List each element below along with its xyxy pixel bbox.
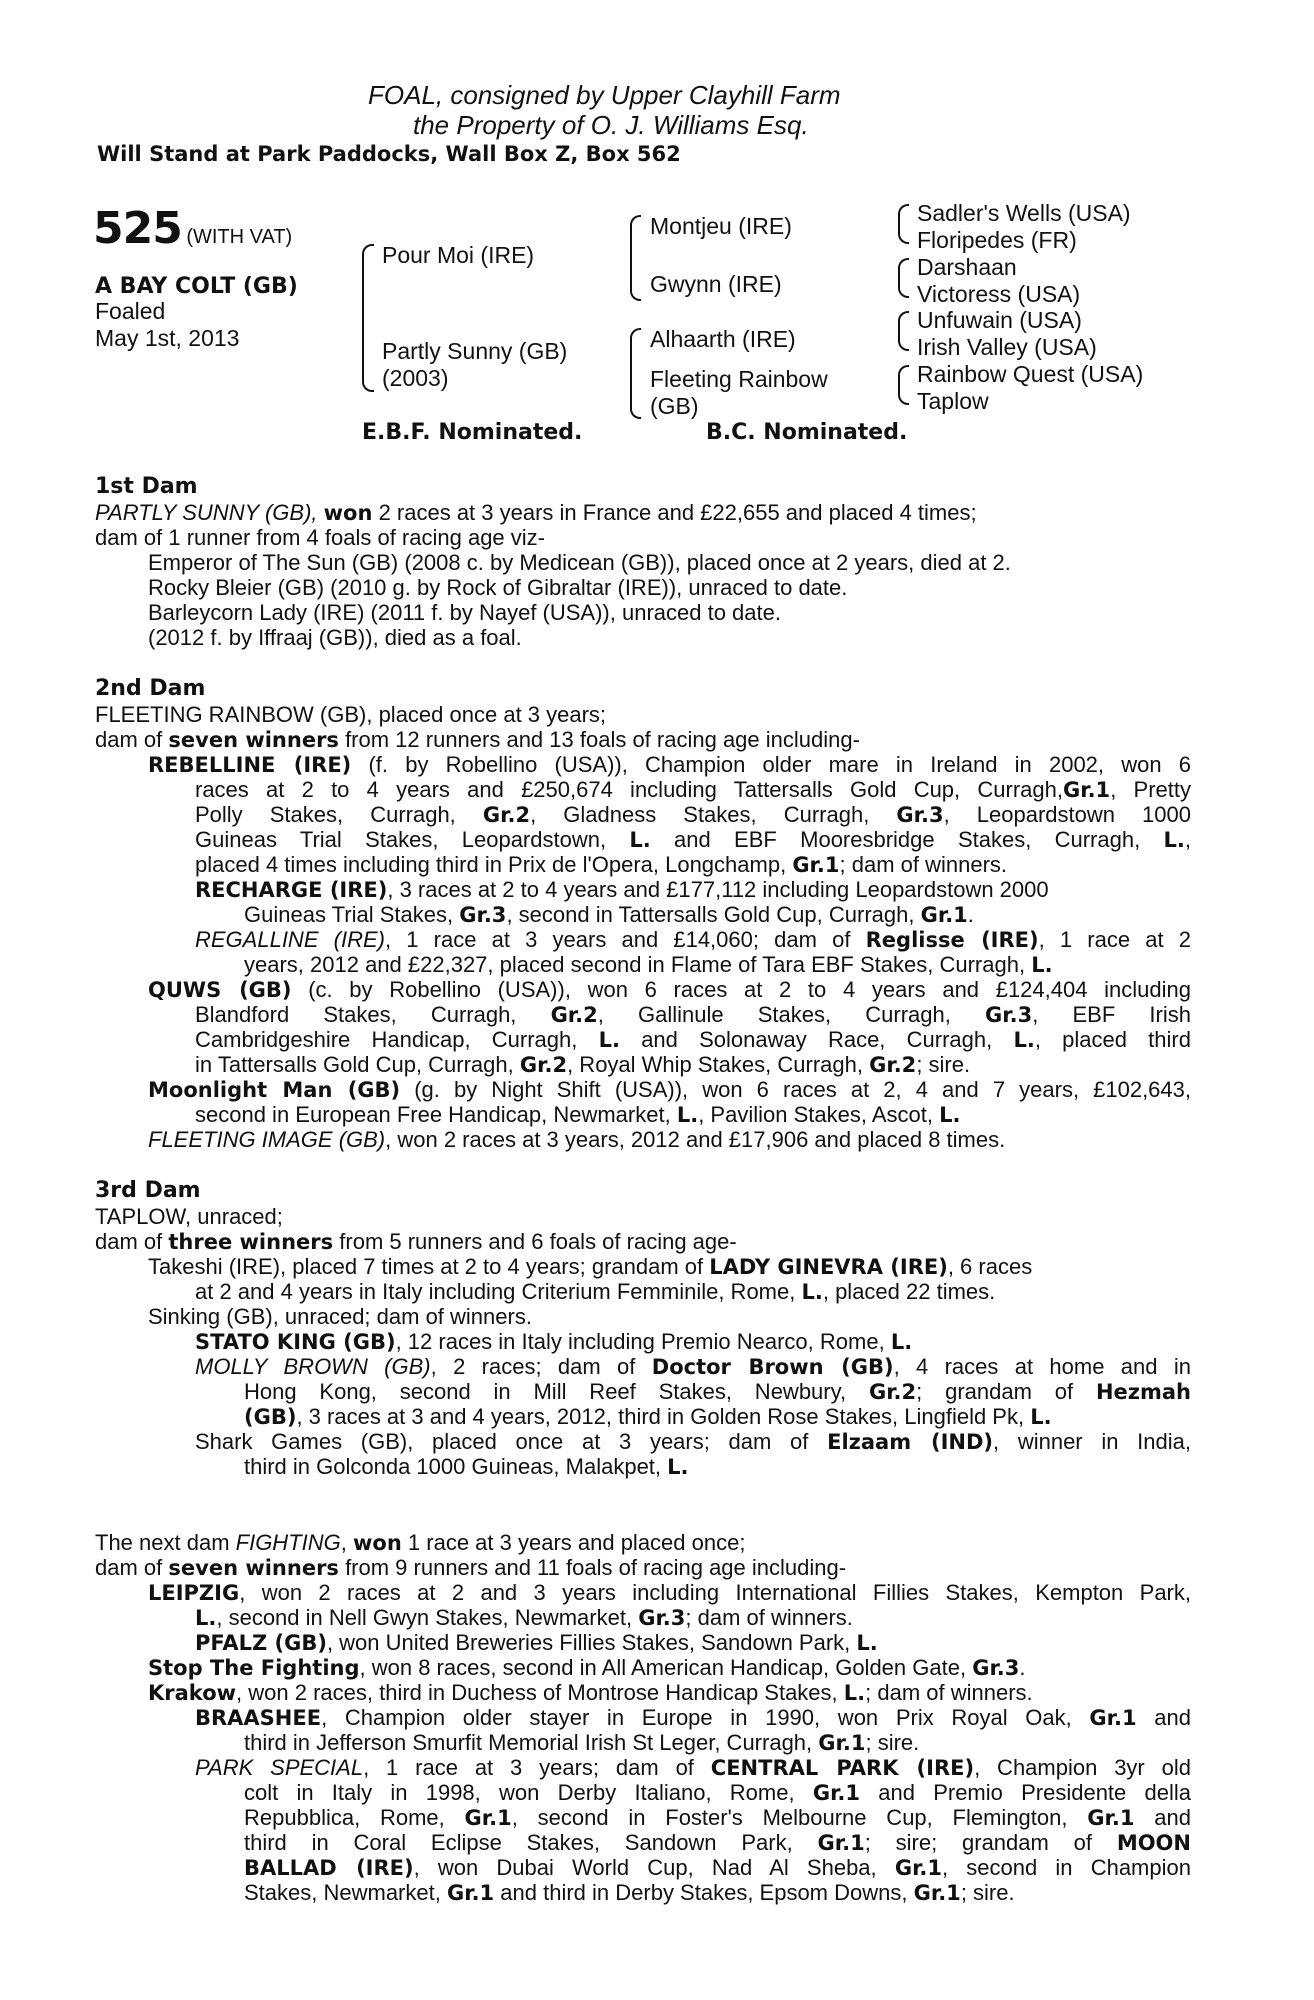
- gen3-ancestor-3: Darshaan: [917, 254, 1017, 280]
- text: , second in Champion: [942, 1855, 1191, 1880]
- text: , second in Foster's Melbourne Cup, Flemington,: [511, 1805, 1068, 1830]
- grade: Gr.3: [985, 1003, 1033, 1027]
- horse-name: REBELLINE (IRE): [148, 753, 352, 777]
- grade: Gr.1: [818, 1731, 866, 1755]
- pfalz-line: [195, 1630, 878, 1656]
- shark-games-line-1: [195, 1429, 1191, 1455]
- text: , 1 race at 3 years; dam of: [363, 1755, 694, 1780]
- next-dam-line-1: [95, 1530, 745, 1556]
- brace-gen1-bottom: [362, 334, 374, 392]
- text: from 12 runners and 13 foals of racing age including-: [345, 727, 860, 752]
- stand-line: Will Stand at Park Paddocks, Wall Box Z, Box 562: [97, 142, 681, 166]
- text: Takeshi (IRE), placed 7 times at 2 to 4 years; grandam of: [148, 1254, 704, 1279]
- horse-name: (GB): [244, 1405, 297, 1429]
- text: , 1 race at 2: [1038, 927, 1191, 952]
- first-dam-produce-2: Rocky Bleier (GB) (2010 g. by Rock of Gibraltar (IRE)), unraced to date.: [148, 575, 848, 600]
- third-dam-line-2: [95, 1229, 737, 1255]
- brace-dam-bottom: [630, 373, 641, 419]
- grade: Gr.2: [519, 1053, 568, 1077]
- text: Hong Kong, second in Mill Reef Stakes, Newbury,: [244, 1379, 847, 1404]
- text: , Pretty: [1110, 777, 1191, 802]
- quws-line-1: [148, 977, 1191, 1003]
- sire-dam-name: Gwynn (IRE): [650, 271, 782, 297]
- second-dam-line-2: [95, 727, 860, 753]
- text: Shark Games (GB), placed once at 3 years; dam of: [195, 1429, 809, 1454]
- park-special-line-4: [244, 1830, 1191, 1856]
- gen3-ancestor-2: Floripedes (FR): [917, 227, 1077, 253]
- winners-count: seven winners: [168, 728, 339, 752]
- horse-name: Krakow: [148, 1681, 237, 1705]
- grade: Gr.1: [894, 1856, 943, 1880]
- text: from 5 runners and 6 foals of racing age-: [339, 1229, 737, 1254]
- grade: Gr.1: [913, 1881, 961, 1905]
- text: third in Jefferson Smurfit Memorial Irish St Leger, Curragh,: [244, 1730, 813, 1755]
- text: (f. by Robellino (USA)), Champion older mare in Ireland in 2002, won 6: [368, 752, 1191, 777]
- text: , Royal Whip Stakes, Curragh,: [567, 1052, 863, 1077]
- text: , Gallinule Stakes, Curragh,: [597, 1002, 951, 1027]
- text: Guineas Trial Stakes, Leopardstown,: [195, 827, 607, 852]
- park-special-line-2: [244, 1780, 1191, 1806]
- grade: L.: [1013, 1028, 1035, 1052]
- braashee-line-2: [244, 1730, 919, 1756]
- moonlight-line-1: [148, 1077, 1191, 1103]
- gen3-ancestor-4: Victoress (USA): [917, 281, 1081, 307]
- consignor-line: FOAL, consigned by Upper Clayhill Farm: [368, 80, 841, 110]
- sire-sire-name: Montjeu (IRE): [650, 213, 792, 239]
- quws-line-2: [195, 1002, 1191, 1028]
- grade: Gr.1: [464, 1806, 512, 1830]
- lot-number-block: [93, 203, 292, 254]
- fleeting-image-line: [148, 1127, 1005, 1152]
- horse-name: QUWS (GB): [148, 978, 292, 1002]
- text: dam of: [95, 1229, 163, 1254]
- text: placed 4 times including third in Prix de l'Opera, Longchamp,: [195, 852, 787, 877]
- brace-g3-1-top: [898, 204, 909, 225]
- text: years, 2012 and £22,327, placed second in Flame of Tara EBF Stakes, Curragh,: [244, 952, 1026, 977]
- grade: Gr.1: [812, 1781, 861, 1805]
- horse-name: PFALZ (GB): [195, 1631, 327, 1655]
- shark-games-line-2: [244, 1454, 689, 1480]
- grade: L.: [1031, 953, 1053, 977]
- text: , won 2 races at 2 and 3 years including International Fillies Stakes, Kempton Park,: [239, 1580, 1191, 1605]
- brace-g3-2-top: [898, 258, 909, 279]
- text: , won Dubai World Cup, Nad Al Sheba,: [413, 1855, 877, 1880]
- text: , 4 races at home and in: [893, 1354, 1191, 1379]
- horse-name: RECHARGE (IRE): [195, 878, 388, 902]
- grade: Gr.1: [1089, 1706, 1137, 1730]
- stato-king-line: [195, 1329, 912, 1355]
- text: , 3 races at 3 and 4 years, 2012, third in Golden Rose Stakes, Lingfield Pk,: [296, 1404, 1025, 1429]
- grade: Gr.3: [638, 1606, 686, 1630]
- grade: L.: [939, 1103, 961, 1127]
- molly-brown-line-3: [244, 1404, 1052, 1430]
- text: third in Golconda 1000 Guineas, Malakpet,: [244, 1454, 662, 1479]
- grade: Gr.1: [792, 853, 840, 877]
- sinking-line: Sinking (GB), unraced; dam of winners.: [148, 1304, 532, 1329]
- winners-count: seven winners: [168, 1556, 339, 1580]
- text: and Solonaway Race, Curragh,: [641, 1027, 993, 1052]
- property-line: the Property of O. J. Williams Esq.: [413, 110, 809, 140]
- dam-year: (2003): [382, 365, 449, 391]
- brace-sire-bottom: [630, 257, 641, 301]
- first-dam-line-1: [95, 500, 977, 526]
- next-dam-line-2: [95, 1555, 846, 1581]
- text: Guineas Trial Stakes,: [244, 902, 454, 927]
- text: third in Coral Eclipse Stakes, Sandown Park,: [244, 1830, 793, 1855]
- stop-the-fighting-line: [148, 1655, 1026, 1681]
- krakow-line: [148, 1680, 1033, 1706]
- text: , won United Breweries Fillies Stakes, Sandown Park,: [326, 1630, 851, 1655]
- gen3-ancestor-1: Sadler's Wells (USA): [917, 200, 1131, 226]
- rebelline-line-3: [195, 802, 1191, 828]
- horse-name: MOON: [1116, 1831, 1191, 1855]
- regalline-line-1: [195, 927, 1191, 953]
- text: at 2 and 4 years in Italy including Criterium Femminile, Rome,: [195, 1279, 796, 1304]
- text: Repubblica, Rome,: [244, 1805, 445, 1830]
- third-dam-line-1: TAPLOW, unraced;: [95, 1204, 283, 1229]
- text: , won 2 races, third in Duchess of Montrose Handicap Stakes,: [236, 1680, 838, 1705]
- text: and EBF Mooresbridge Stakes, Curragh,: [674, 827, 1141, 852]
- text: and Premio Presidente della: [878, 1780, 1191, 1805]
- first-dam-line-2: dam of 1 runner from 4 foals of racing age viz-: [95, 525, 545, 550]
- brace-gen1-top: [362, 244, 374, 336]
- grade: Gr.2: [869, 1053, 917, 1077]
- rebelline-line-5: [195, 852, 1007, 878]
- horse-name: BALLAD (IRE): [244, 1856, 414, 1880]
- text: , Leopardstown 1000: [943, 802, 1191, 827]
- brace-g3-4-top: [898, 365, 909, 386]
- vat-label: (WITH VAT): [186, 226, 293, 248]
- brace-g3-2-bottom: [898, 277, 909, 298]
- grade: Gr.2: [482, 803, 531, 827]
- text: in Tattersalls Gold Cup, Curragh,: [195, 1052, 514, 1077]
- horse-name: Hezmah: [1095, 1380, 1192, 1404]
- text: ; sire.: [865, 1730, 920, 1755]
- text: ; sire; grandam of: [864, 1830, 1092, 1855]
- text: Polly Stakes, Curragh,: [195, 802, 456, 827]
- text: Stakes, Newmarket,: [244, 1880, 441, 1905]
- grade: L.: [667, 1455, 689, 1479]
- winners-count: three winners: [168, 1230, 334, 1254]
- text: , EBF Irish: [1032, 1002, 1191, 1027]
- grade: Gr.1: [1087, 1806, 1135, 1830]
- text: The next dam: [95, 1530, 230, 1555]
- quws-line-3: [195, 1027, 1191, 1053]
- second-dam-line-1: FLEETING RAINBOW (GB), placed once at 3 years;: [95, 702, 607, 727]
- text: dam of: [95, 727, 163, 752]
- bc-nominated: B.C. Nominated.: [706, 420, 908, 445]
- gen3-ancestor-8: Taplow: [917, 388, 989, 414]
- text: and third in Derby Stakes, Epsom Downs,: [500, 1880, 908, 1905]
- text: ; sire.: [916, 1052, 971, 1077]
- gen3-ancestor-5: Unfuwain (USA): [917, 307, 1082, 333]
- horse-name: LADY GINEVRA (IRE): [709, 1255, 948, 1279]
- dam-sire-name: Alhaarth (IRE): [650, 326, 796, 352]
- horse-name: STATO KING (GB): [195, 1330, 396, 1354]
- text: ; dam of winners.: [865, 1680, 1033, 1705]
- text: ; grandam of: [916, 1379, 1074, 1404]
- text: , 12 races in Italy including Premio Nearco, Rome,: [395, 1329, 885, 1354]
- grade: Gr.3: [896, 803, 944, 827]
- won-label: won: [353, 1531, 402, 1555]
- horse-name: Elzaam (IND): [827, 1430, 994, 1454]
- horse-name: LEIPZIG: [148, 1581, 240, 1605]
- grade: L.: [676, 1103, 699, 1127]
- text: second in European Free Handicap, Newmarket,: [195, 1102, 671, 1127]
- horse-name: MOLLY BROWN (GB): [195, 1354, 431, 1379]
- text: dam of: [95, 1555, 163, 1580]
- molly-brown-line-1: [195, 1354, 1191, 1380]
- text: colt in Italy in 1998, won Derby Italiano, Rome,: [244, 1780, 795, 1805]
- horse-name: PARK SPECIAL: [195, 1755, 364, 1780]
- grade: L.: [195, 1606, 217, 1630]
- recharge-line-2: [244, 902, 974, 928]
- brace-g3-3-bottom: [898, 330, 909, 351]
- horse-name: Moonlight Man (GB): [148, 1078, 401, 1102]
- gen3-ancestor-6: Irish Valley (USA): [917, 334, 1097, 360]
- won-label: won: [323, 501, 373, 525]
- text: ,: [1184, 827, 1191, 852]
- grade: Gr.3: [972, 1656, 1020, 1680]
- molly-brown-line-2: [244, 1379, 1191, 1405]
- brace-dam-top: [630, 328, 641, 375]
- text: , Gladness Stakes, Curragh,: [530, 802, 870, 827]
- first-dam-produce-1: Emperor of The Sun (GB) (2008 c. by Medicean (GB)), placed once at 2 years, died at 2.: [148, 550, 1011, 575]
- grade: Gr.2: [868, 1380, 917, 1404]
- text: (c. by Robellino (USA)), won 6 races at 2 to 4 years and £124,404 including: [308, 977, 1191, 1002]
- ebf-nominated: E.B.F. Nominated.: [362, 420, 583, 445]
- third-dam-title: 3rd Dam: [95, 1178, 201, 1203]
- grade: Gr.3: [459, 903, 507, 927]
- horse-name: BRAASHEE: [195, 1706, 322, 1730]
- text: 1 race at 3 years and placed once;: [407, 1530, 746, 1555]
- grade: L.: [801, 1280, 823, 1304]
- text: .: [967, 902, 974, 927]
- brace-g3-4-bottom: [898, 384, 909, 405]
- grade: Gr.1: [817, 1831, 865, 1855]
- first-dam-produce-4: (2012 f. by Iffraaj (GB)), died as a foal.: [148, 625, 522, 650]
- lot-number: 525: [93, 203, 182, 254]
- dam-dam-name: Fleeting Rainbow: [650, 366, 828, 392]
- recharge-line-1: [195, 877, 1049, 903]
- text: from 9 runners and 11 foals of racing age including-: [345, 1555, 847, 1580]
- braashee-line-1: [195, 1705, 1191, 1731]
- grade: L.: [1030, 1405, 1052, 1429]
- lot-description: A BAY COLT (GB): [95, 274, 298, 299]
- leipzig-line-1: [148, 1580, 1191, 1606]
- horse-name: Doctor Brown (GB): [651, 1355, 894, 1379]
- rebelline-line-1: [148, 752, 1191, 778]
- sire-name: Pour Moi (IRE): [382, 242, 535, 268]
- text: races at 2 to 4 years and £250,674 including Tattersalls Gold Cup, Curragh,: [195, 777, 1063, 802]
- text: ,: [340, 1530, 347, 1555]
- park-special-line-3: [244, 1805, 1191, 1831]
- text: and: [1154, 1705, 1191, 1730]
- first-dam-produce-3: Barleycorn Lady (IRE) (2011 f. by Nayef (USA)), unraced to date.: [148, 600, 781, 625]
- regalline-line-2: [244, 952, 1053, 978]
- takeshi-line-1: [148, 1254, 1032, 1280]
- text: Blandford Stakes, Curragh,: [195, 1002, 517, 1027]
- grade: L.: [598, 1028, 620, 1052]
- horse-name: CENTRAL PARK (IRE): [710, 1756, 975, 1780]
- grade: L.: [843, 1681, 866, 1705]
- text: , second in Tattersalls Gold Cup, Curragh,: [506, 902, 915, 927]
- text: ; dam of winners.: [839, 852, 1008, 877]
- first-dam-title: 1st Dam: [95, 474, 198, 499]
- brace-g3-3-top: [898, 311, 909, 332]
- dam-name: PARTLY SUNNY (GB),: [95, 500, 318, 525]
- text: ; dam of winners.: [685, 1605, 853, 1630]
- leipzig-line-2: [195, 1605, 853, 1631]
- grade: Gr.1: [920, 903, 968, 927]
- dam-dam-country: (GB): [650, 393, 699, 419]
- horse-name: REGALLINE (IRE): [195, 927, 385, 952]
- horse-name: Stop The Fighting: [148, 1656, 360, 1680]
- text: Cambridgeshire Handicap, Curragh,: [195, 1027, 578, 1052]
- text: , Champion 3yr old: [974, 1755, 1191, 1780]
- text: , placed 22 times.: [822, 1279, 996, 1304]
- moonlight-line-2: [195, 1102, 960, 1128]
- rebelline-line-4: [195, 827, 1191, 853]
- park-special-line-5: [244, 1855, 1191, 1881]
- grade: Gr.1: [446, 1881, 495, 1905]
- text: , 6 races: [947, 1254, 1033, 1279]
- text: ; sire.: [960, 1880, 1015, 1905]
- grade: Gr.1: [1062, 778, 1111, 802]
- horse-name: Reglisse (IRE): [865, 928, 1039, 952]
- takeshi-line-2: [195, 1279, 995, 1305]
- park-special-line-1: [195, 1755, 1191, 1781]
- text: , 1 race at 3 years and £14,060; dam of: [384, 927, 851, 952]
- grade: L.: [1163, 828, 1185, 852]
- text: , second in Nell Gwyn Stakes, Newmarket,: [216, 1605, 633, 1630]
- text: , 2 races; dam of: [430, 1354, 636, 1379]
- rebelline-line-2: [195, 777, 1191, 803]
- dam-name: Partly Sunny (GB): [382, 338, 568, 364]
- second-dam-title: 2nd Dam: [95, 676, 206, 701]
- text: , Pavilion Stakes, Ascot,: [698, 1102, 933, 1127]
- text: , placed third: [1034, 1027, 1191, 1052]
- grade: L.: [629, 828, 651, 852]
- text: (g. by Night Shift (USA)), won 6 races at 2, 4 and 7 years, £102,643,: [414, 1077, 1192, 1102]
- text: , Champion older stayer in Europe in 1990, won Prix Royal Oak,: [321, 1705, 1072, 1730]
- text: .: [1019, 1655, 1026, 1680]
- grade: L.: [856, 1631, 878, 1655]
- park-special-line-6: [244, 1880, 1015, 1906]
- text: and: [1154, 1805, 1191, 1830]
- brace-g3-1-bottom: [898, 223, 909, 244]
- text: , 3 races at 2 to 4 years and £177,112 including Leopardstown 2000: [387, 877, 1049, 902]
- foaled-label: Foaled: [95, 298, 166, 324]
- text: , winner in India,: [993, 1429, 1191, 1454]
- text: , won 8 races, second in All American Handicap, Golden Gate,: [359, 1655, 967, 1680]
- quws-line-4: [195, 1052, 970, 1078]
- grade: L.: [890, 1330, 913, 1354]
- gen3-ancestor-7: Rainbow Quest (USA): [917, 361, 1144, 387]
- brace-sire-top: [630, 215, 641, 259]
- horse-name: FLEETING IMAGE (GB): [148, 1127, 386, 1152]
- text: , won 2 races at 3 years, 2012 and £17,906 and placed 8 times.: [385, 1127, 1006, 1152]
- dam-name: FIGHTING: [235, 1530, 341, 1555]
- grade: Gr.2: [550, 1003, 598, 1027]
- text: 2 races at 3 years in France and £22,655 and placed 4 times;: [378, 500, 977, 525]
- foaled-date: May 1st, 2013: [95, 325, 240, 351]
